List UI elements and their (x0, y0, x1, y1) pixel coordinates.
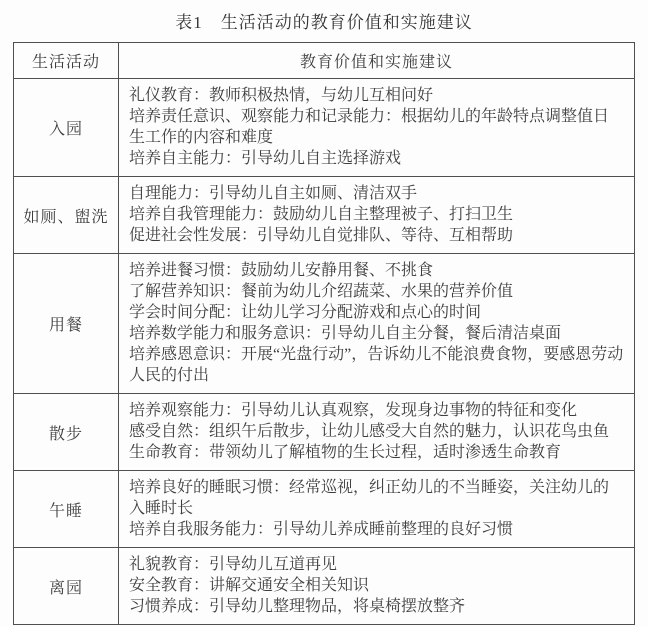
suggestion-line: 培养自主能力：引导幼儿自主选择游戏 (129, 150, 402, 167)
suggestion-line: 生命教育：带领幼儿了解植物的生长过程，适时渗透生命教育 (129, 444, 562, 461)
suggestion-line: 习惯养成：引导幼儿整理物品，将桌椅摆放整齐 (129, 598, 466, 615)
suggestions-cell (119, 177, 635, 254)
suggestion-line: 培养良好的睡眠习惯：经常巡视，纠正幼儿的不当睡姿，关注幼儿的入睡时长 (129, 479, 610, 517)
table-row (14, 79, 635, 177)
suggestion-line: 感受自然：组织午后散步，让幼儿感受大自然的魅力，认识花鸟虫鱼 (129, 423, 610, 440)
table-row (14, 394, 635, 471)
suggestion-line: 培养数学能力和服务意识：引导幼儿自主分餐，餐后清洁桌面 (129, 325, 562, 342)
suggestion-line: 学会时间分配：让幼儿学习分配游戏和点心的时间 (129, 304, 482, 321)
suggestions-cell (119, 394, 635, 471)
activity-cell: 如厕、盥洗 (14, 177, 119, 254)
suggestion-line: 培养自我服务能力：引导幼儿养成睡前整理的良好习惯 (129, 521, 514, 538)
suggestion-line: 培养自我管理能力：鼓励幼儿自主整理被子、打扫卫生 (129, 206, 514, 223)
activity-cell: 午睡 (14, 471, 119, 548)
suggestion-line: 礼仪教育：教师积极热情，与幼儿互相问好 (129, 87, 434, 104)
suggestion-line: 礼貌教育：引导幼儿互道再见 (129, 556, 338, 573)
table-body (14, 79, 635, 625)
suggestion-line: 培养感恩意识：开展“光盘行动”，告诉幼儿不能浪费食物，要感恩劳动人民的付出 (129, 346, 624, 384)
activity-cell: 散步 (14, 394, 119, 471)
suggestions-cell (119, 548, 635, 625)
table-row (14, 471, 635, 548)
suggestion-line: 了解营养知识：餐前为幼儿介绍蔬菜、水果的营养价值 (129, 283, 514, 300)
suggestion-line: 安全教育：讲解交通安全相关知识 (129, 577, 370, 594)
suggestion-line: 培养进餐习惯：鼓励幼儿安静用餐、不挑食 (129, 262, 434, 279)
activity-cell: 入园 (14, 79, 119, 177)
column-header-activity: 生活活动 (14, 43, 119, 79)
page-title: 表1 生活活动的教育价值和实施建议 (175, 13, 473, 32)
suggestion-line: 促进社会性发展：引导幼儿自觉排队、等待、互相帮助 (129, 227, 514, 244)
activity-cell: 用餐 (14, 254, 119, 394)
table-row (14, 254, 635, 394)
suggestion-line: 培养责任意识、观察能力和记录能力：根据幼儿的年龄特点调整值日生工作的内容和难度 (129, 108, 610, 146)
table-row (14, 177, 635, 254)
column-header-value-suggestions: 教育价值和实施建议 (119, 43, 635, 79)
suggestion-line: 培养观察能力：引导幼儿认真观察，发现身边事物的特征和变化 (129, 402, 578, 419)
table-header-row (14, 43, 635, 79)
activity-cell: 离园 (14, 548, 119, 625)
suggestions-cell (119, 79, 635, 177)
suggestion-line: 自理能力：引导幼儿自主如厕、清洁双手 (129, 185, 418, 202)
suggestions-cell (119, 254, 635, 394)
table-row (14, 548, 635, 625)
activities-table (13, 42, 635, 625)
suggestions-cell (119, 471, 635, 548)
